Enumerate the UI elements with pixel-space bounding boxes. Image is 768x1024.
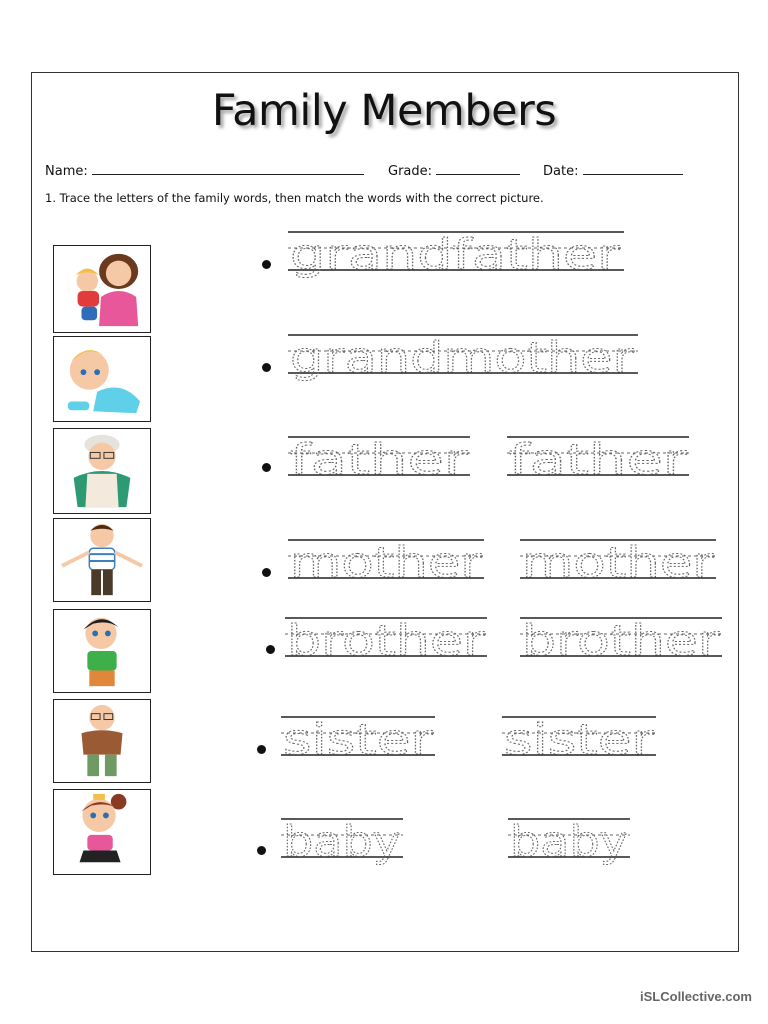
trace-word: sister bbox=[283, 715, 434, 764]
grandfather-icon bbox=[54, 700, 150, 782]
name-field[interactable] bbox=[45, 163, 364, 179]
trace-word: brother bbox=[287, 616, 486, 665]
grade-blank[interactable] bbox=[436, 163, 520, 175]
name-label: Name: bbox=[45, 164, 88, 179]
trace-word: mother bbox=[290, 538, 483, 587]
trace-brother-1[interactable] bbox=[285, 616, 489, 665]
bullet-3 bbox=[262, 463, 271, 472]
trace-mother-2[interactable] bbox=[520, 538, 718, 587]
trace-grandfather[interactable] bbox=[288, 230, 628, 279]
mother-holding-child-icon bbox=[54, 246, 150, 332]
bullet-2 bbox=[262, 363, 271, 372]
name-blank[interactable] bbox=[92, 163, 364, 175]
date-label: Date: bbox=[543, 164, 579, 179]
trace-word: baby bbox=[283, 817, 401, 866]
trace-baby-2[interactable] bbox=[508, 817, 632, 866]
trace-mother-1[interactable] bbox=[288, 538, 486, 587]
bullet-1 bbox=[262, 260, 271, 269]
grade-field[interactable] bbox=[388, 163, 520, 179]
crawling-baby-icon bbox=[54, 337, 150, 421]
date-blank[interactable] bbox=[583, 163, 683, 175]
trace-brother-2[interactable] bbox=[520, 616, 724, 665]
grandmother-icon bbox=[54, 429, 150, 513]
instruction-text: 1. Trace the letters of the family words, then match the words with the correct picture. bbox=[45, 191, 544, 205]
picture-mother-child[interactable] bbox=[53, 245, 151, 333]
father-icon bbox=[54, 519, 150, 601]
trace-word: grandfather bbox=[290, 230, 621, 279]
date-field[interactable] bbox=[543, 163, 683, 179]
page-title: Family Members bbox=[211, 86, 557, 136]
watermark-text: iSLCollective.com bbox=[640, 989, 752, 1004]
trace-word: father bbox=[509, 435, 689, 484]
bullet-5 bbox=[266, 645, 275, 654]
picture-brother[interactable] bbox=[53, 609, 151, 693]
trace-word: brother bbox=[522, 616, 721, 665]
trace-word: father bbox=[290, 435, 470, 484]
picture-sister[interactable] bbox=[53, 789, 151, 875]
bullet-4 bbox=[262, 568, 271, 577]
picture-grandfather[interactable] bbox=[53, 699, 151, 783]
trace-sister-2[interactable] bbox=[502, 715, 658, 764]
sister-icon bbox=[54, 790, 150, 874]
bullet-7 bbox=[257, 846, 266, 855]
trace-word: grandmother bbox=[290, 333, 635, 382]
picture-father[interactable] bbox=[53, 518, 151, 602]
brother-icon bbox=[54, 610, 150, 692]
grade-label: Grade: bbox=[388, 164, 433, 179]
trace-sister-1[interactable] bbox=[281, 715, 437, 764]
trace-father-2[interactable] bbox=[507, 435, 691, 484]
picture-baby[interactable] bbox=[53, 336, 151, 422]
trace-father-1[interactable] bbox=[288, 435, 472, 484]
trace-word: mother bbox=[522, 538, 715, 587]
picture-grandmother[interactable] bbox=[53, 428, 151, 514]
trace-grandmother[interactable] bbox=[288, 333, 640, 382]
bullet-6 bbox=[257, 745, 266, 754]
trace-baby-1[interactable] bbox=[281, 817, 405, 866]
trace-word: baby bbox=[510, 817, 628, 866]
trace-word: sister bbox=[504, 715, 655, 764]
